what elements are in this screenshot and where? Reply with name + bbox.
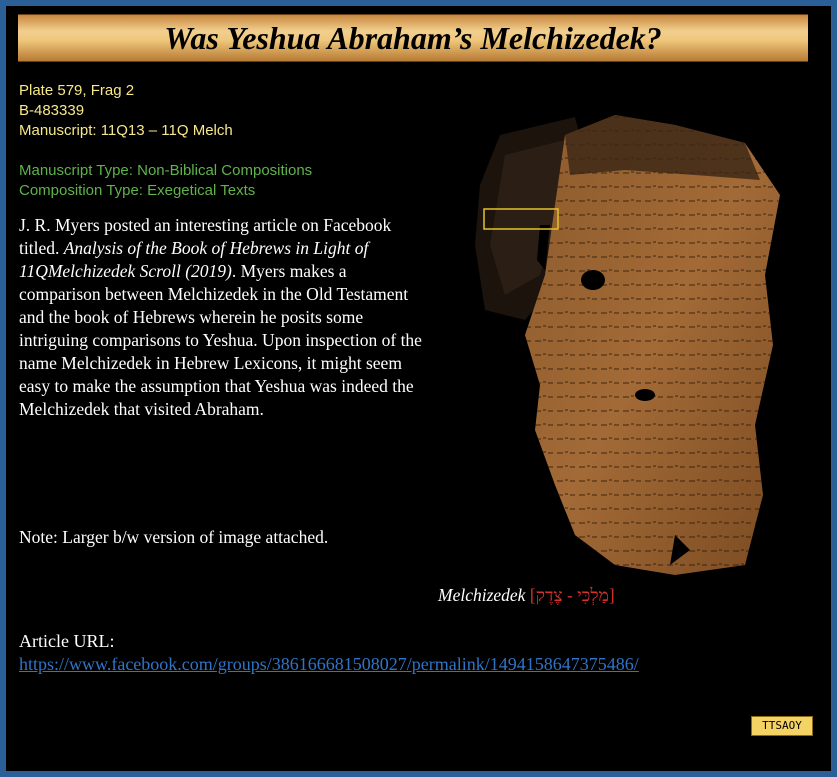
scroll-fragment-illustration: [445, 95, 790, 585]
article-url-label: Article URL:: [19, 631, 115, 651]
note-text: Note: Larger b/w version of image attached.: [19, 527, 329, 547]
article-text: [19, 214, 431, 421]
page-title: Was Yeshua Abraham’s Melchizedek?: [164, 20, 662, 56]
b-number-label: B-483339: [19, 102, 85, 119]
plate-label: Plate 579, Frag 2: [19, 82, 135, 99]
title-banner: [18, 14, 808, 62]
manuscript-type-info: [19, 161, 312, 201]
article-body: . Myers makes a comparison between Melchizedek in the Old Testament and the book of Hebrews wherein he posits some intriguing comparisons to Yeshua. Upon inspection of the name Melchizedek in Hebrew Lexicons, it might seem easy to make the assumption that Yeshua was indeed the Melchizedek that visited Abraham.: [19, 261, 422, 419]
image-caption: [438, 585, 615, 606]
article-url-link[interactable]: https://www.facebook.com/groups/386166681508027/permalink/1494158647375486/: [19, 654, 639, 674]
composition-type-label: Composition Type: Exegetical Texts: [19, 182, 256, 199]
caption-hebrew: [מַלְכִּי - צֶדֶק]: [529, 585, 615, 605]
manuscript-type-label: Manuscript Type: Non-Biblical Compositions: [19, 162, 313, 179]
manuscript-info: [19, 81, 233, 141]
ttsaoy-logo: TTSAOY: [751, 716, 813, 736]
scroll-fragment-image: [445, 95, 790, 585]
article-intro: J. R. Myers posted an interesting article on Facebook titled.: [19, 215, 392, 258]
caption-name: Melchizedek: [438, 585, 526, 605]
manuscript-label: Manuscript: 11Q13 – 11Q Melch: [19, 122, 233, 139]
article-title: Analysis of the Book of Hebrews in Light of 11QMelchizedek Scroll (2019): [19, 238, 369, 281]
